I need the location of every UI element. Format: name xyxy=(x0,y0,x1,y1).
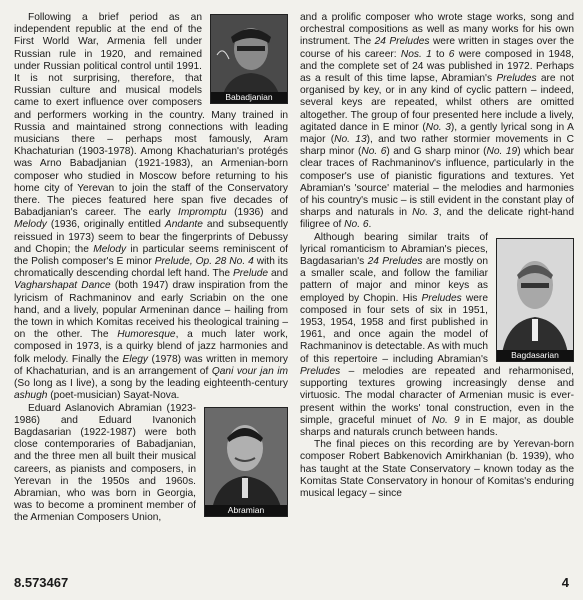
page-number: 4 xyxy=(561,575,569,590)
portrait-image xyxy=(497,239,573,361)
catalogue-number: 8.573467 xyxy=(14,575,69,590)
right-column xyxy=(300,12,574,500)
paragraph: Following a brief period as an independent republic at the end of the First World War, Armenia fell under Russian rule in 1920, and remained under Russian political control until 1991. It is not surprising, therefore, that Russian culture and musical models came to exert influence over composers and performers working in the country. Many trained in Russia and maintained strong connections with leading musicians there – perhaps most famously, Aram Khachaturian (1903-1978). Among Khachaturian's protégés was Arno Babadjanian (1921-1983), an Armenian-born composer who studied in Moscow before returning to his home city of Yerevan to join the staff of the Conservatory there. The pieces featured here span five decades of Babadjanian's career. The early Impromptu (1936) and Melody (1936, originally entitled Andante and subsequently reissued in 1973) seem to bear the fingerprints of Debussy and Chopin; the Melody in particular seems reminiscent of the Polish composer's E minor Prelude, Op. 28 No. 4 with its chromatically descending chordal left hand. The Prelude and Vagharshapat Dance (both 1947) draw inspiration from the lyricism of Rachmaninov and early Scriabin on the one hand, and a lively, popular Armeninan dance – hailing from the town in which Komitas received his theological training – on the other. The Humoresque, a much later work, composed in 1973, is a quirky blend of jazz harmonies and folk melody. Finally the Elegy (1978) was written in memory of Khachaturian, and is an arrangement of Qani vour jan im (So long as I live), a song by the leading eighteenth-century ashugh (poet-musician) Sayat-Nova. xyxy=(14,12,289,402)
portrait-image xyxy=(211,15,287,103)
paragraph: Although bearing similar traits of lyrical romanticism to Abramian's pieces, Bagdasarian's 24 Preludes are mostly on a smaller scale, and follow the familiar pattern of major and minor keys as employed by Chopin. His Preludes were composed in four sets of six in 1951, 1953, 1954, 1958 and first published in 1961, and once again the model of Rachmaninov is detectable. As with much of this repertoire – including Abramian's Preludes – melodies are repeated and reharmonised, supporting textures growing increasingly dense and virtuosic. The modal character of Armenian music is ever-present within the works' tonal construction, even in the simple, graceful minuet of No. 9 in E major, as double sharps and naturals crunch between hands. xyxy=(300,231,574,438)
paragraph: Eduard Aslanovich Abramian (1923-1986) and Eduard Ivanonich Bagdasarian (1922-1987) were both close contemporaries of Babadjanian, and the three men all built their musical careers, as pianists and composers, in Yerevan in the 1950s and 1960s. Abramian, who was born in Georgia, was to become a prominent member of the Armenian Composers Union, xyxy=(14,402,196,524)
babadjanian-photo xyxy=(210,14,288,104)
photo-caption: Babadjanian xyxy=(211,92,287,103)
bagdasarian-photo xyxy=(496,238,574,362)
abramian-photo xyxy=(204,407,288,517)
portrait-image xyxy=(205,408,287,516)
photo-caption: Abramian xyxy=(205,505,287,516)
paragraph: The final pieces on this recording are by Yerevan-born composer Robert Babkenovich Amirkhanian (b. 1939), who has taught at the State Conservatory – known today as the Komitas State Conservatory in honour of Komitas's enduring musical legacy – since xyxy=(300,439,574,499)
left-column xyxy=(14,12,288,525)
paragraph: and a prolific composer who wrote stage works, song and orchestral compositions as well as many works for his own instrument. The 24 Preludes were written in stages over the course of his career: Nos. 1 to 6 were composed in 1948, and the complete set of 24 was published in 1972. Perhaps as a result of this time lapse, Abramian's Preludes are not organised by key, or in any kind of cyclic pattern – indeed, several keys are repeated, whilst others are omitted altogether. The group of four presented here include a lively, agitated dance in E minor (No. 3), a gently lyrical song in A major (No. 13), and two rather stormier movements in C sharp minor (No. 6) and G sharp minor (No. 19) which bear clear traces of Rachmaninov's influence, particularly in the composer's use of pianistic figurations and textures. Yet Abramian's 'source' material – the melodies and harmonies of his country's music – is still evident in the constant play of sharps and naturals in No. 3, and the delicate right-hand filigree of No. 6. xyxy=(300,12,575,231)
photo-caption: Bagdasarian xyxy=(497,350,573,361)
booklet-page xyxy=(14,12,575,572)
